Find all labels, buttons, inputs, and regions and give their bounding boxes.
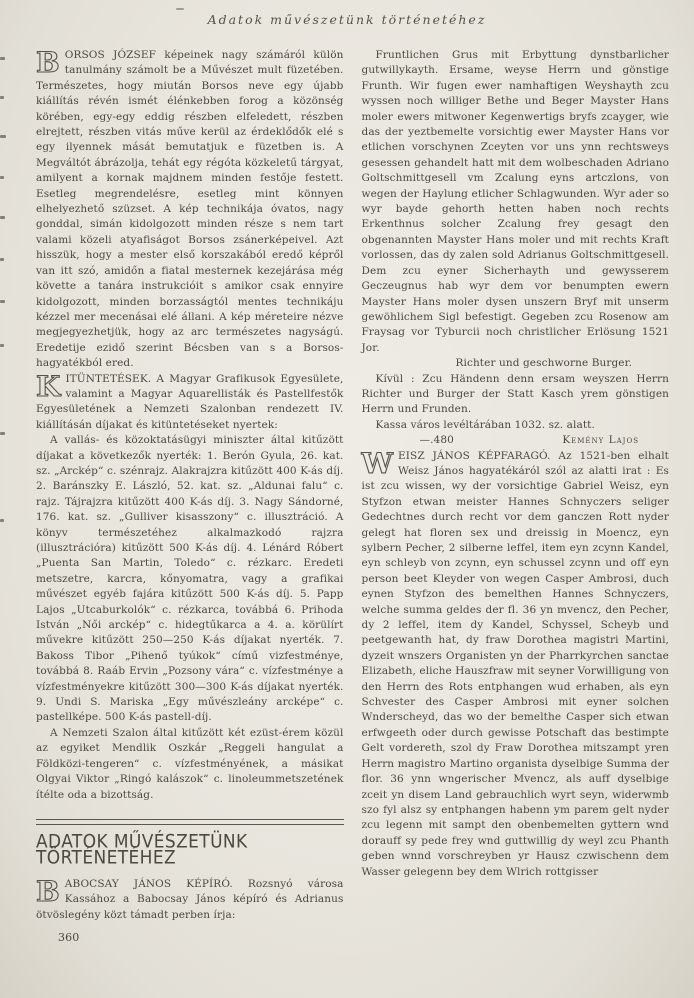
- archive-note: Kassa város levéltárában 1032. sz. alatt.: [375, 418, 595, 431]
- paragraph-nemzeti-szalon: A Nemzeti Szalon által kitűzött két ezüst-érem közül az egyiket Mendlik Oszkár „Reggeli hangulat a Földközi-tengeren“ c. vízfestményének, a másikat Olgyai Viktor „Ringó kalászok“ c. linoleummetszetének ítélte oda a bizottság.: [36, 726, 344, 801]
- paragraph-borsos: [36, 48, 344, 372]
- scan-artifact: [0, 216, 5, 219]
- scan-artifact: [0, 258, 4, 261]
- dropcap-b2: B: [36, 874, 60, 908]
- scan-artifact: [176, 8, 184, 10]
- paragraph-weisz-text: EISZ JÁNOS KÉPFARAGÓ. Az 1521-ben elhalt Weisz János hagyatékáról szól az alatti irat : Es ist zcu wissen, wy der vorsichtige Gabriel Weisz, eyn Styfzon etwan meister Hannes Schnyczers seliger Gedechtnes durch recht vor dem ganczen Rott nyder gelegt hat floren sex und dreissig in Moencz, eyn sylbern Pecher, 2 silberne leffel, item eyn zcynn Kandel, eyn schleyb von zcynn, eyn schussel zcynn und off eyn person beet Kleyder von wegen Casper Ambrosi, duch eynen Styfzon des bemelthen Hannes Schnyczers, welche summa geldes der fl. 36 yn mvencz, den Pecher, dy 2 leffel, item dy Kandel, Schyssel, Scheyb und peetgewanth hat, dy fraw Dorothea magistri Martini, dyzeit wnszers Organisten yn der Pharrkyrchen sanctae Elizabeth, eliche Hauszfraw mit seyner Vorwilligung von den Herrn des Rots entphangen wud erhaben, als eyn Schvester des Casper Ambrosi mit eyner solchen Wnderscheyd, das wo der bemelthe Casper sich etwan erfwgeeth oder durch gewisse Potschaft das bestimpte Gelt vordereth, szol dy Fraw Dorothea mitszampt yren Herrn magistro Martino organista dyselbige Summa der flor. 36 ynn wngerischer Mvencz, als auff dyselbige zceit yn disem Land gebrauchlich wyrt seyn, widerwmb szo fyl alsz sy entphangen habenn ym parem gelt nyder zcu legenn mit sampt den obenbemelten gyttern wnd dorauff sy pede frey wnd guttwillig dy weyl zcu Phanth geben wnnd vorschreyben yr Hausz czwischenn dem Wasser gelegenn bey dem Wlrich rottgisser: [361, 449, 669, 878]
- scan-artifact: [0, 432, 5, 435]
- letter-signature: Richter und geschworne Burger.: [455, 357, 633, 370]
- paragraph-babocsay: [36, 874, 344, 923]
- reference-number: —.480: [419, 434, 454, 447]
- scan-artifact: [0, 519, 4, 522]
- paragraph-kivul: Kívül : Zcu Händenn denn ersam weyszen Herrn Richter und Burger der Statt Kasch yrem gönstigen Herrn und Frunden.: [361, 372, 669, 416]
- running-head: Adatok művészetünk történetéhez: [207, 12, 487, 27]
- dropcap-k: K: [36, 369, 61, 403]
- scan-artifact: [0, 344, 4, 347]
- section-heading-adatok: ADATOK MŰVÉSZETÜNK TÖRTÉNETÉHEZ: [36, 831, 248, 870]
- paragraph-letter-1521: Fruntlichen Grus mit Erbyttung dynstbarlicher gutwillykayth. Ersame, weyse Herrn und gönstige Frunth. Wir fugen ewer namhaftigen Weyshayth zcu wyssen noch williger Bethe und Beger Mayster Hans moler ewers mitwoner Kegenwertigs bryfs zcayger, wie das der yeztbemelte vorsichtig ewer Mayster Hans vor etlichen vorschynen Zceyten vor uns ynn rechtsweys gesessen gehandelt hatt mit dem wolbeschaden Adriano Goltschmittgesell vm Zcalung eyns artczlons, von wegen der Haylung etlicher Schlagwunden. Wyr ader so wyr bayde gehorth hetten haben noch rechts Erkenthnus solcher Zcalung frey gesagt den obgenannten Mayster Hans moler und mit rechts Kraft vorlossen, das dy zalen sold Adrianus Goltschmittgesell. Dem zcu eyner Sicherhayth und gewysserem Geczeugnus hab wyr dem vor benumpten ewern Mayster Hans moler dysen unszern Bryf mit unserm gewöhlichem Sigl befestigt. Gegeben zcu Rosenow am Fraysag vor Tyburcii noch christlicher Erlösung 1521 Jor.: [361, 49, 669, 354]
- two-column-body: [0, 27, 694, 945]
- paragraph-babocsay-text: ABOCSAY JÁNOS KÉPÍRÓ. Rozsnyó városa Kassához a Babocsay János képíró és Adrianus ötvöslegény közt támadt perben írja:: [36, 877, 344, 921]
- scan-artifact: [0, 96, 4, 99]
- left-column: [36, 48, 344, 945]
- paragraph-kituntetesek-text: ITÜNTETÉSEK. A Magyar Grafikusok Egyesülete, valamint a Magyar Aquarellisták és Pastellfestők Egyesületének a Nemzeti Szalonban rendezett IV. kiállításán díjakat és kitüntetéseket nyertek:: [36, 372, 344, 431]
- scan-artifact: [0, 135, 6, 138]
- dropcap-w: W: [361, 446, 394, 480]
- author-name: Kemény Lajos: [562, 434, 639, 447]
- scan-artifact: [0, 300, 5, 303]
- scan-artifact: [0, 176, 4, 179]
- section-divider-rule: [36, 819, 344, 825]
- paragraph-kituntetesek: [36, 369, 344, 434]
- paragraph-weisz: [361, 446, 670, 880]
- dropcap-b: B: [36, 46, 60, 79]
- paragraph-prizes: A vallás- és közoktatásügyi miniszter által kitűzött díjakat a következők nyerték: 1. Berón Gyula, 26. kat. sz. „Arckép“ c. szénrajz. Alakrajzra kitűzött 400 K-ás díj. 2. Baránszky E. László, 52. kat. sz. „Aldunai falu“ c. rajz. Tájrajzra kitűzött 400 K-ás díj. 3. Nagy Sándorné, 176. kat. sz. „Gulliver kisasszony“ c. illusztráció. A könyv természetéhez alkalmazkodó rajzra (illusztrációra) kitűzött 500 K-ás díj. 4. Lénárd Róbert „Puenta San Martin, Toledo“ c. rézkarc. Eredeti metszetre, karcra, kőnyomatra, vagy a grafikai művészet egyéb fajára kitűzött 500 K-ás díj. 5. Papp Lajos „Utcaburkolók“ c. rézkarca, továbbá 6. Prihoda István „Női arckép“ c. hidegtűkarca a 4. a. körülírt művekre kitűzött 250—250 K-ás díjakat nyerték. 7. Bakoss Tibor „Pihenő tyúkok“ című vizfestménye, továbbá 8. Raáb Ervin „Pozsony vára“ c. vízfestménye a vízfestményekre kitűzött 300—300 K-ás díjakat nyerték. 9. Undi S. Mariska „Egy művészleány arcképe“ c. pastellképe. 500 K-ás pastell-díj.: [36, 434, 344, 724]
- paragraph-borsos-text: ORSOS JÓZSEF képeinek nagy számáról külön tanulmány számolt be a Művészet mult füzetében. Természetes, hogy miután Borsos neve egy újabb kiállítás révén ismét élénkebben forog a közönség körében, egy-egy eddig részben elfeledett, részben elrejtett, részben vitás műve kerül az érdeklődők elé s egy ilyennek mását bemutatjuk e füzetben is. A Megváltót ábrázolja, tehát egy régóta közkeletű tárgyat, amilyent a kornak majdnem minden festője festett. Esetleg megrendelésre, esetleg mint könnyen elhelyezhető szüzset. A kép technikája óvatos, nagy gonddal, simán kidolgozott minden része s nem tart valami közeli atyafiságot Borsos zsánerképeivel. Azt hisszük, hogy a mester első korszakából eredő képről van itt szó, amidőn a fiatal mesternek kezejárása még követte a tanára instrukcióit s amikor csak ennyire kidolgozott, minden borzasságtól mentes technikáju kézzel mer mecenásai elé állani. A kép méreteire nézve megjegyezhetjük, hogy az arc természetes nagyságú. Eredetije ezidő szerint Bécsben van s a Borsos-hagyatékból ered.: [36, 49, 344, 370]
- reference-line: [362, 433, 670, 448]
- page-number: 360: [58, 930, 80, 944]
- right-column: [362, 48, 670, 945]
- scan-artifact: [0, 57, 5, 60]
